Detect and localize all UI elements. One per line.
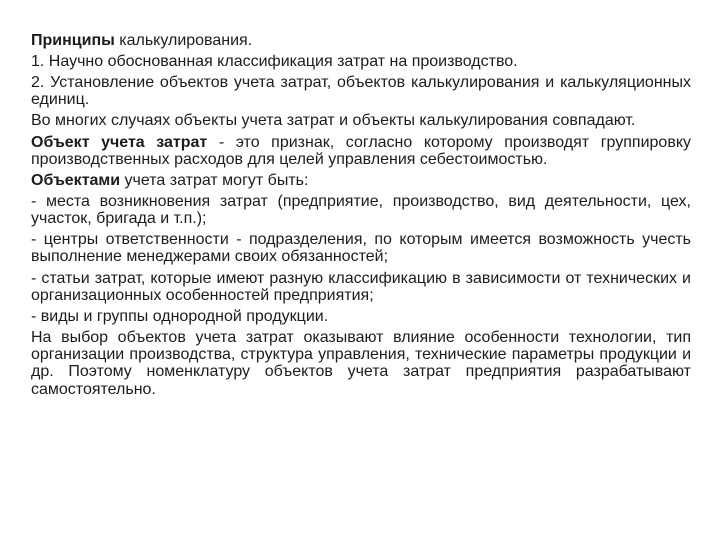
- principle-1: 1. Научно обоснованная классификация затрат на производство.: [31, 53, 518, 71]
- coincide-paragraph: Во многих случаях объекты учета затрат и объекты калькулирования совпадают.: [31, 112, 636, 130]
- objects-intro-term: Объектами: [31, 171, 121, 189]
- slide-text-body: [31, 32, 691, 402]
- list-item: - статьи затрат, которые имеют разную классификацию в зависимости от технических и организационных особенностей предприятия;: [31, 269, 691, 304]
- list-item: - места возникновения затрат (предприятие, производство, вид деятельности, цех, участок, бригада и т.п.);: [31, 192, 691, 228]
- objects-intro-text: учета затрат могут быть:: [120, 171, 309, 189]
- conclusion-paragraph: На выбор объектов учета затрат оказывают влияние особенности технологии, тип организации производства, структура управления, технические параметры продукции и др. Поэтому номенклатуру объектов учета затрат предприятия разрабатывают самостоятельно.: [31, 328, 691, 398]
- objects-intro: [31, 172, 691, 189]
- heading-bold-term: Принципы: [31, 32, 115, 49]
- heading-rest: калькулирования.: [114, 32, 253, 49]
- list-item: - виды и группы однородной продукции.: [31, 307, 329, 325]
- definition-term: Объект учета затрат: [31, 133, 208, 151]
- definition-paragraph: [31, 134, 691, 168]
- slide-heading: [31, 32, 691, 49]
- principle-2: 2. Установление объектов учета затрат, объектов калькулирования и калькуляционных единиц.: [31, 74, 691, 109]
- list-item: - центры ответственности - подразделения, по которым имеется возможность учесть выполнение менеджерами своих обязанностей;: [31, 231, 691, 266]
- definition-text: - это признак, согласно которому производят группировку производственных расходов для целей управления себестоимостью.: [31, 133, 691, 168]
